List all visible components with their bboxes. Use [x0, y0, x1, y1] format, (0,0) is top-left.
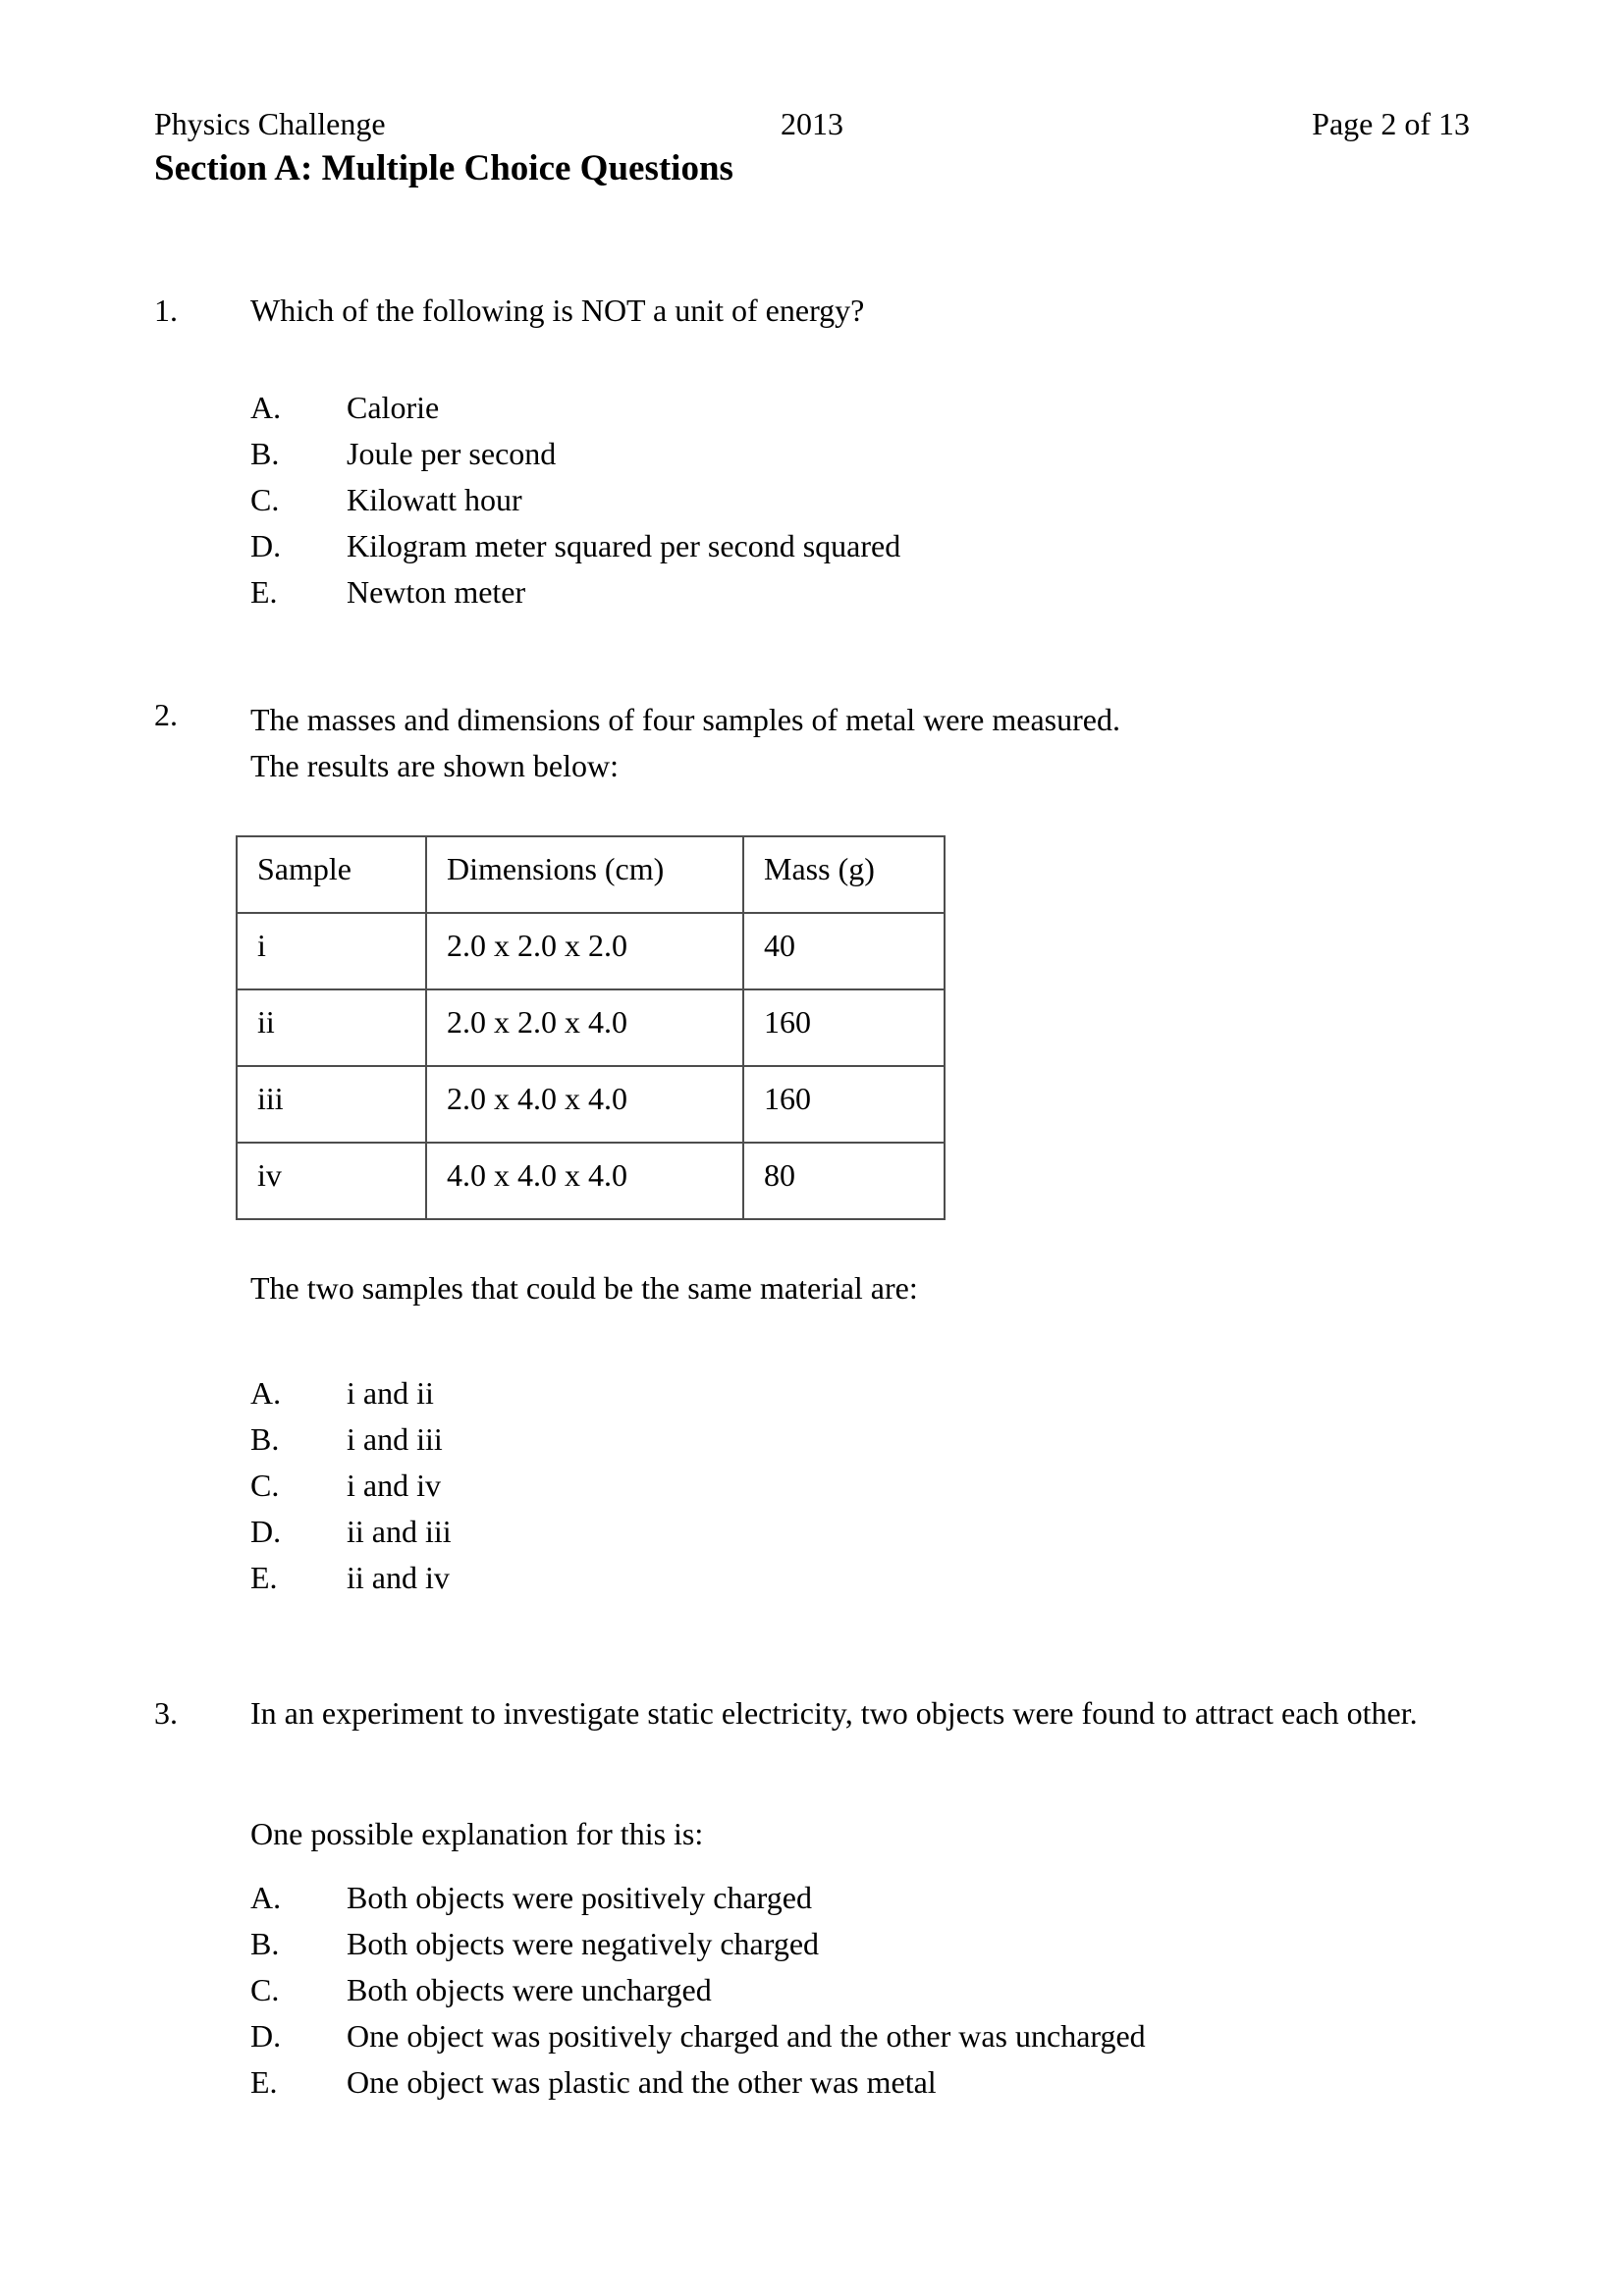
- table-header-cell: Sample: [237, 836, 426, 913]
- option-text: Newton meter: [347, 574, 526, 610]
- option-text: Calorie: [347, 390, 440, 425]
- table-header-row: [237, 836, 945, 913]
- year-label: 2013: [781, 106, 843, 141]
- option-row: [250, 477, 1505, 523]
- question-text-line: The results are shown below:: [250, 748, 620, 783]
- samples-table: [236, 835, 946, 1220]
- option-letter: D.: [250, 1514, 282, 1549]
- option-text: One object was plastic and the other was metal: [347, 2064, 937, 2100]
- question-3-stem: [154, 1695, 1505, 1732]
- option-text: Kilowatt hour: [347, 482, 522, 517]
- question-1-stem: [154, 293, 1505, 329]
- option-row: [250, 1875, 1505, 1921]
- table-cell: ii: [237, 989, 426, 1066]
- question-number: 1.: [154, 293, 178, 328]
- option-row: [250, 1416, 1505, 1463]
- option-letter: C.: [250, 482, 280, 517]
- table-cell: iii: [237, 1066, 426, 1143]
- option-text: One object was positively charged and the other was uncharged: [347, 2018, 1146, 2054]
- option-letter: A.: [250, 1880, 282, 1915]
- question-3-options: [250, 1875, 1505, 2106]
- option-letter: B.: [250, 1421, 280, 1457]
- question-2-stem: [154, 697, 1505, 789]
- question-2: [154, 697, 1505, 789]
- table-row: [237, 1066, 945, 1143]
- table-cell: 4.0 x 4.0 x 4.0: [426, 1143, 743, 1219]
- option-letter: E.: [250, 1560, 278, 1595]
- page-header: [154, 106, 1470, 145]
- section-heading: Section A: Multiple Choice Questions: [154, 148, 733, 188]
- option-text: Both objects were uncharged: [347, 1972, 712, 2007]
- option-letter: C.: [250, 1972, 280, 2007]
- option-letter: E.: [250, 574, 278, 610]
- option-letter: A.: [250, 1375, 282, 1411]
- option-row: [250, 431, 1505, 477]
- option-letter: A.: [250, 390, 282, 425]
- option-text: Both objects were positively charged: [347, 1880, 812, 1915]
- table-cell: 2.0 x 4.0 x 4.0: [426, 1066, 743, 1143]
- option-row: [250, 569, 1505, 615]
- question-2-followup: The two samples that could be the same material are:: [250, 1270, 918, 1306]
- document-title: Physics Challenge: [154, 106, 386, 141]
- option-row: [250, 1555, 1505, 1601]
- option-text: ii and iv: [347, 1560, 450, 1595]
- option-text: i and ii: [347, 1375, 434, 1411]
- option-text: Both objects were negatively charged: [347, 1926, 820, 1961]
- option-letter: B.: [250, 1926, 280, 1961]
- table-row: [237, 913, 945, 989]
- option-text: Kilogram meter squared per second squared: [347, 528, 901, 563]
- option-letter: E.: [250, 2064, 278, 2100]
- option-letter: D.: [250, 2018, 282, 2054]
- question-number: 2.: [154, 697, 178, 732]
- option-row: [250, 1921, 1505, 1967]
- question-text: In an experiment to investigate static electricity, two objects were found to attract each other.: [250, 1695, 1418, 1731]
- question-1: [154, 293, 1505, 329]
- question-text: Which of the following is NOT a unit of energy?: [250, 293, 865, 328]
- table-cell: 40: [743, 913, 945, 989]
- option-letter: C.: [250, 1468, 280, 1503]
- question-number: 3.: [154, 1695, 178, 1731]
- option-row: [250, 2013, 1505, 2059]
- question-text-line: The masses and dimensions of four samples of metal were measured.: [250, 702, 1120, 737]
- page-number: Page 2 of 13: [1312, 106, 1470, 141]
- table-cell: 160: [743, 1066, 945, 1143]
- option-text: ii and iii: [347, 1514, 452, 1549]
- table-cell: iv: [237, 1143, 426, 1219]
- option-row: [250, 1463, 1505, 1509]
- option-text: i and iv: [347, 1468, 441, 1503]
- option-row: [250, 1370, 1505, 1416]
- option-text: Joule per second: [347, 436, 557, 471]
- table-cell: 80: [743, 1143, 945, 1219]
- table-cell: 2.0 x 2.0 x 2.0: [426, 913, 743, 989]
- option-text: i and iii: [347, 1421, 443, 1457]
- table-row: [237, 1143, 945, 1219]
- table-cell: 2.0 x 2.0 x 4.0: [426, 989, 743, 1066]
- option-row: [250, 1509, 1505, 1555]
- option-row: [250, 523, 1505, 569]
- table-header-cell: Dimensions (cm): [426, 836, 743, 913]
- table-cell: i: [237, 913, 426, 989]
- option-row: [250, 385, 1505, 431]
- option-row: [250, 2059, 1505, 2106]
- table-row: [237, 989, 945, 1066]
- option-letter: B.: [250, 436, 280, 471]
- table-cell: 160: [743, 989, 945, 1066]
- option-row: [250, 1967, 1505, 2013]
- option-letter: D.: [250, 528, 282, 563]
- question-1-options: [250, 385, 1505, 615]
- table-header-cell: Mass (g): [743, 836, 945, 913]
- question-3-followup: One possible explanation for this is:: [250, 1816, 704, 1851]
- question-text: [250, 697, 1505, 789]
- question-3: [154, 1695, 1505, 1732]
- question-2-options: [250, 1370, 1505, 1601]
